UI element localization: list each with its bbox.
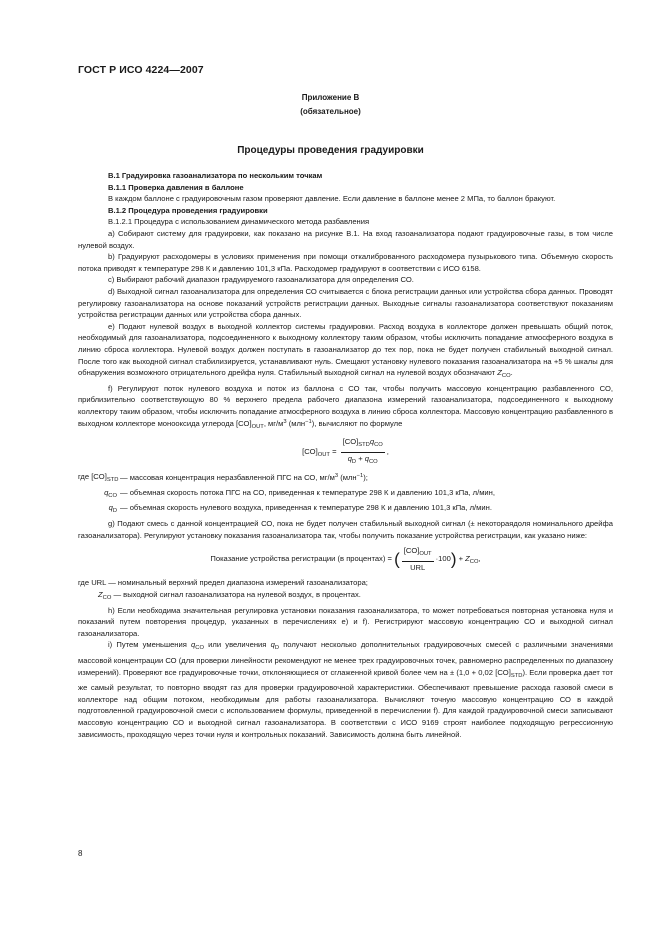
formula-recorder: Показание устройства регистрации (в процентах) = ( $\frac{[CO]_{OUT}}{\text{URL}}$ $\cdot 100) + Z_{CO}$, bbox=[210, 546, 481, 572]
formula-fraction: $\frac{[CO]_{STD}q_{CO}}{q_D + q_{CO}}$ bbox=[342, 437, 383, 465]
def-co-text: — массовая концентрация неразбавленной ПГС на СО, мг/м bbox=[120, 473, 335, 483]
paragraph-e: е) Подают нулевой воздух в выходной коллектор системы градуировки. Расход воздуха в коллекторе должен превышать общий поток, необходимый для газоанализатора, подсоединенного к выходному коллектору таким образом, чтобы исключить попадание атмосферного воздуха в линию сброса коллектора. Нулевой воздух должен поступать в газоанализатор до тех пор, пока не будет получен стабильный выходной сигнал. После того как выходной сигнал стабилизируется, устанавливают нуль. Смещают установку нулевого показания газоанализатора на +5 % шкалы для обнаружения возможного отрицательного дрейфа нуля. Стабильный выходной сигнал на нулевой воздух обозначают $Z_{CO}$. bbox=[78, 321, 613, 380]
definitions-list: где $[CO]_{STD}$ — массовая концентрация неразбавленной ПГС на СО, $мг/м^3$ (млн$^{-1}$); $q_{CO}$ — объемная скорость потока ПГС на СО, приведенная к температуре 298 К и давлению 101,3 кПа, л/мин, $q_D$ — объемная скорость нулевого воздуха, приведенная к температуре 298 К и давлению 101,3 кПа, л/мин. bbox=[78, 471, 613, 518]
def-co-text-2: (млн bbox=[338, 473, 357, 483]
paragraph-i-d: ). Если проверка дает тот же самый результат, то повторно вводят газ для проверки градуировочной характеристики. Обеспечивают превышение расхода газовой смеси в коллекторе над общим потоком, необходимым для работы газоанализатора. Вычисляют точную массовую концентрацию СО в каждой подготовленной градуировочной смеси с использованием формулы, приведенной в перечислении f). Для каждой градуировочной смеси записывают массовую концентрацию СО и выходной сигнал газоанализатора. В соответствии с ИСО 9169 строят наиболее подходящую регрессионную зависимость, проходящую через точки нуля и контрольных показаний. Зависимость должна быть линейной. bbox=[78, 667, 613, 739]
z-symbol: Z bbox=[497, 368, 502, 378]
paragraph-h: h) Если необходима значительная регулировка установки показания газоанализатора, то может потребоваться повторная установка нуля и показаний путем повторения процедур, указанных в перечислениях е) и f). Регистрируют массовую концентрацию СО и выходной сигнал газоанализатора. bbox=[78, 605, 613, 638]
paragraph-b11: В каждом баллоне с градуировочным газом проверяют давление. Если давление в баллоне менее 2 МПа, то баллон бракуют. bbox=[108, 194, 556, 204]
formula-lhs: [CO] bbox=[302, 447, 318, 457]
paragraph-b: b) Градуируют расходомеры в условиях применения при помощи откалиброванного расходомера пузырькового типа. Объемную скорость потока приводят к температуре 298 К и давлению 101,3 кПа. Расходомер градуируют в соответствии с ИСО 6158. bbox=[78, 252, 613, 273]
unit-text: , мг/м bbox=[263, 419, 284, 429]
heading-b11: В.1.1 Проверка давления в баллоне bbox=[108, 182, 244, 192]
paragraph-i-a: i) Путем уменьшения bbox=[108, 640, 187, 650]
def-url: где URL — номинальный верхний предел диапазона измерений газоанализатора; bbox=[78, 578, 368, 588]
paragraph-c: c) Выбирают рабочий диапазон градуируемого газоанализатора для определения СО. bbox=[108, 275, 414, 285]
section-title: Процедуры проведения градуировки bbox=[237, 145, 424, 156]
def-qco: — объемная скорость потока ПГС на СО, приведенная к температуре 298 К и давлению 101,3 кПа, л/мин, bbox=[120, 487, 495, 497]
formula-intro: ), вычисляют по формуле bbox=[311, 419, 403, 429]
document-body bbox=[78, 170, 613, 740]
heading-b1: В.1 Градуировка газоанализатора по нескольким точкам bbox=[108, 171, 323, 180]
def-std-subscript: STD bbox=[106, 477, 119, 484]
paragraph-i: i) Путем уменьшения $q_{CO}$ или увеличения $q_D$ получают несколько дополнительных градуировочных смесей с различными значениями массовой концентрации СО (для проверки линейности рекомендуют не менее трех градуировочных точек, равномерно распределенных по диапазону измерений). Проверяют все градуировочные точки, отклоняющиеся от сглаженной кривой более чем на ± (1,0 + 0,02 $[CO]_{STD}$). Если проверка дает тот же самый результат, то повторно вводят газ для проверки градуировочной характеристики. Обеспечивают превышение расхода газовой смеси в коллекторе над общим потоком, необходимым для работы газоанализатора. Вычисляют точную массовую концентрацию СО в каждой подготовленной градуировочной смеси с использованием формулы, приведенной в перечислении f). Для каждой градуировочной смеси записывают массовую концентрацию СО и выходной сигнал газоанализатора. В соответствии с ИСО 9169 строят наиболее подходящую регрессионную зависимость, проходящую через точки нуля и контрольных показаний. Зависимость должна быть линейной. bbox=[78, 640, 613, 739]
formula-dilution: $[CO]_{OUT}$ = $\frac{[CO]_{STD}q_{CO}}{q_D + q_{CO}}$ , bbox=[78, 436, 613, 468]
paragraph-f: f) Регулируют поток нулевого воздуха и поток из баллона с СО так, чтобы получить массовую концентрацию разбавленного СО, приблизительно соответствующую 80 % верхнего предела рабочего диапазона измерений газоанализатора, подсоединенного к выходному коллектору таким образом, чтобы исключить попадание атмосферного воздуха в линию сброса коллектора. Массовую концентрацию разбавленного в выходном коллекторе монооксида углерода $[CO]_{OUT}$, $мг/м^3$ (млн$^{-1}$), вычисляют по формуле bbox=[78, 383, 613, 431]
formula2-denominator: URL bbox=[410, 562, 426, 572]
formula2-lhs: Показание устройства регистрации (в процентах) = bbox=[210, 554, 392, 564]
z-subscript: CO bbox=[501, 373, 511, 380]
paragraph-i-c: получают несколько дополнительных градуировочных смесей с различными значениями массовой концентрации СО (для проверки линейности рекомендуют не менее трех градуировочных точек, равномерно распределенных по диапазону измерений). Проверяют все градуировочные точки, отклоняющиеся от сглаженной кривой более чем на ± (1,0 + 0,02 [CO] bbox=[78, 640, 613, 677]
document-header: ГОСТ Р ИСО 4224—2007 bbox=[78, 64, 204, 76]
heading-b12: В.1.2 Процедура проведения градуировки bbox=[108, 205, 268, 215]
def-qd: — объемная скорость нулевого воздуха, приведенная к температуре 298 К и давлению 101,3 кПа, л/мин. bbox=[120, 503, 492, 513]
paragraph-f-text: f) Регулируют поток нулевого воздуха и поток из баллона с СО так, чтобы получить массовую концентрацию разбавленного СО, приблизительно соответствующую 80 % верхнего предела рабочего диапазона измерений газоанализатора, подсоединенного к выходному коллектору таким образом, чтобы исключить попадание атмосферного воздуха в линию сброса коллектора. Массовую концентрацию разбавленного в выходном коллекторе монооксида углерода [CO] bbox=[78, 383, 613, 429]
paragraph-i-b: или увеличения bbox=[208, 640, 267, 650]
paragraph-a: а) Собирают систему для градуировки, как показано на рисунке В.1. На вход газоанализатора подают градуировочные газы, в том числе нулевой воздух. bbox=[78, 228, 613, 250]
page-number: 8 bbox=[78, 849, 83, 858]
formula-denominator: q bbox=[347, 453, 352, 463]
unit-text-2: (млн bbox=[286, 419, 306, 429]
annex-title: Приложение В bbox=[301, 93, 360, 102]
def-symbol-co: где [CO] bbox=[78, 472, 107, 482]
formula-numerator: [CO] bbox=[342, 437, 359, 447]
paragraph-g: g) Подают смесь с данной концентрацией СО, пока не будет получен стабильный выходной сигнал (± некотораядоля номинального дрейфа газоанализатора). Регулируют установку показания газоанализатора так, чтобы получить показание устройства регистрации, как указано ниже: bbox=[78, 519, 613, 540]
paragraph-e-text: е) Подают нулевой воздух в выходной коллектор системы градуировки. Расход воздуха в коллекторе должен превышать общий поток, необходимый для газоанализатора, подсоединенного к выходному коллектору таким образом, чтобы исключить попадание атмосферного воздуха в линию сброса коллектора. Нулевой воздух должен поступать в газоанализатор до тех пор, пока не будет получен стабильный выходной сигнал. После того как выходной сигнал стабилизируется, устанавливают нуль. Смещают установку нулевого показания газоанализатора на +5 % шкалы для обнаружения возможного отрицательного дрейфа нуля. Стабильный выходной сигнал на нулевой воздух обозначают bbox=[78, 321, 613, 378]
paragraph-d: d) Выходной сигнал газоанализатора для определения СО считывается с блока регистрации данных или устройства сбора данных. Проводят регулировку газоанализатора на основе показаний устройств регистрации данных. Выходные сигналы газоанализатора соответствуют показаниям устройства регистрации данных или устройства сбора данных. bbox=[78, 286, 613, 320]
def-zco-text: — выходной сигнал газоанализатора на нулевой воздух, в процентах. bbox=[113, 590, 361, 599]
def-zco: $Z_{CO}$ — выходной сигнал газоанализатора на нулевой воздух, в процентах. bbox=[98, 590, 361, 601]
paragraph-b121: В.1.2.1 Процедура с использованием динамического метода разбавления bbox=[108, 217, 370, 227]
annex-type: (обязательное) bbox=[300, 107, 361, 116]
